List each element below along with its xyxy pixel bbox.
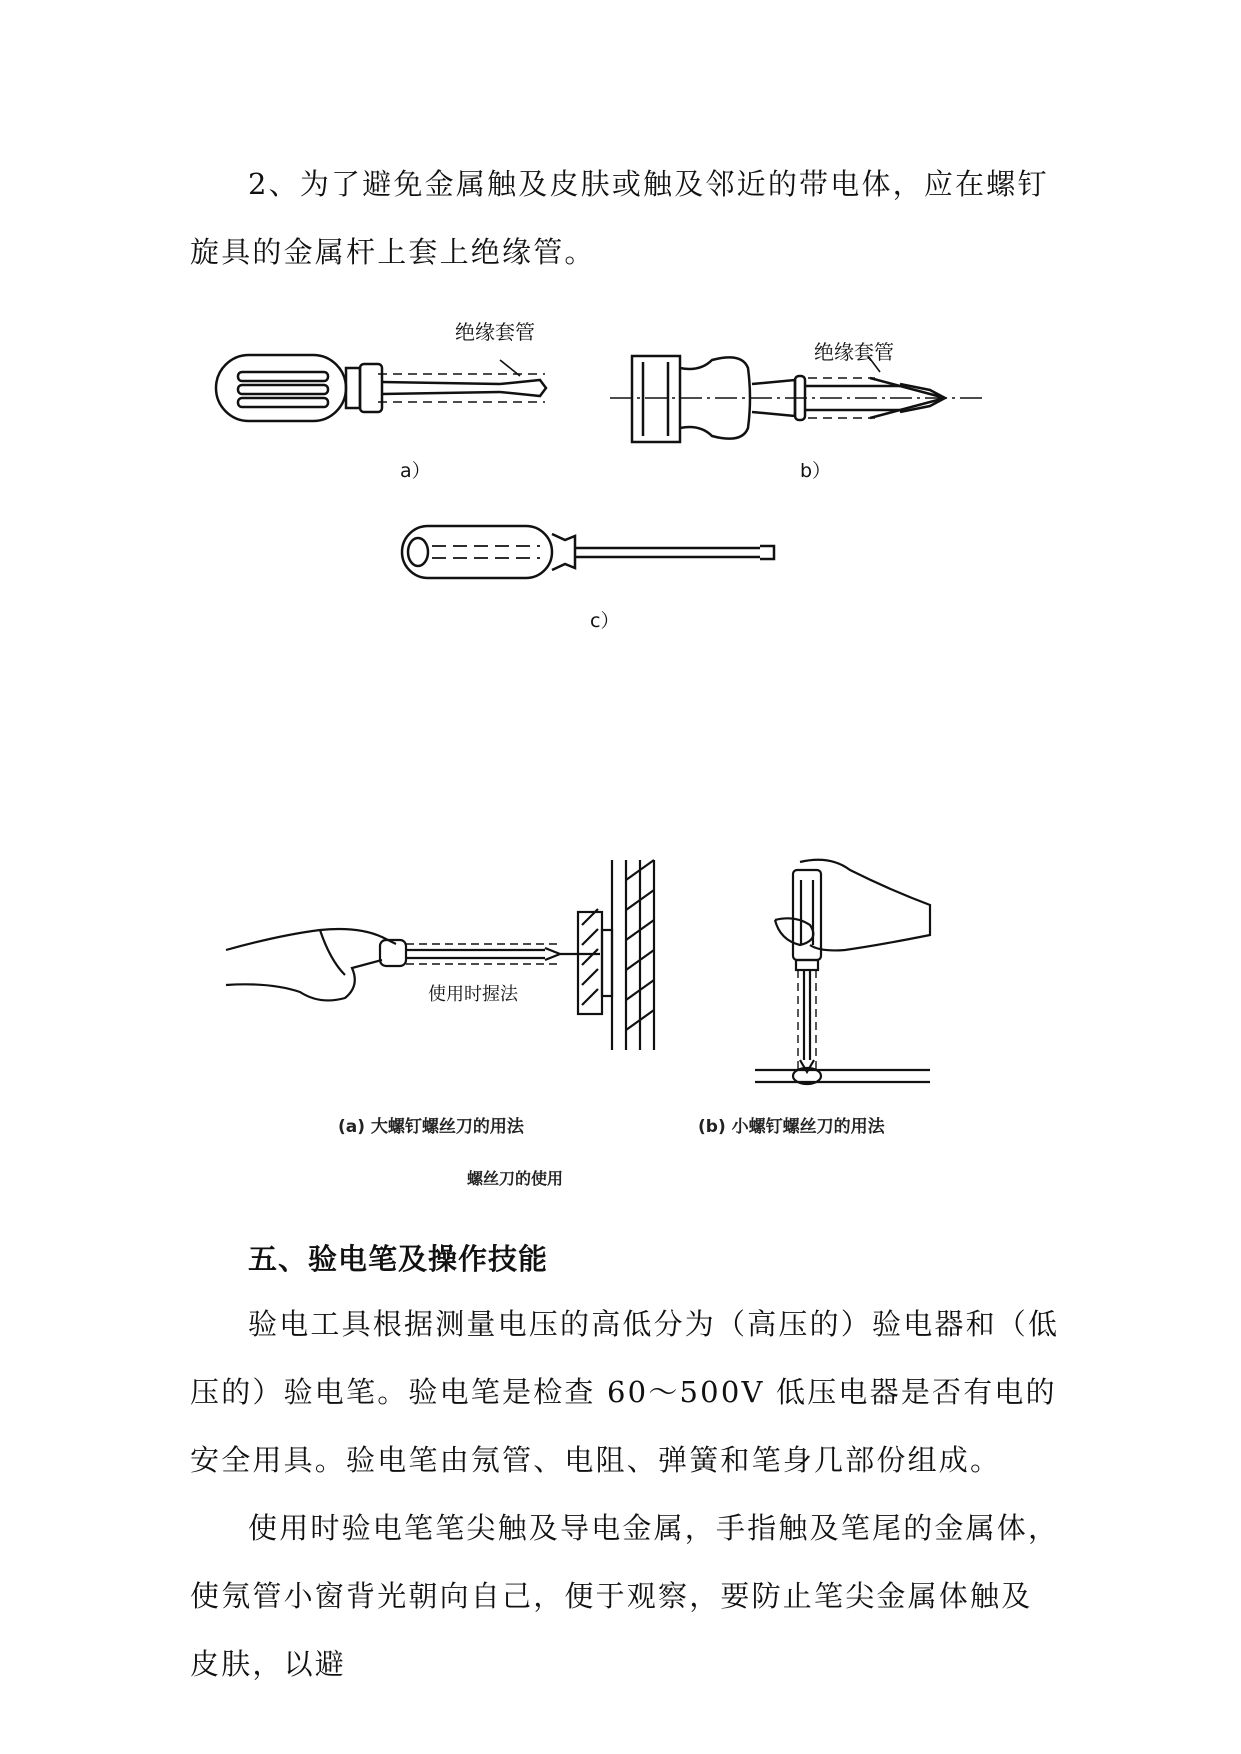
label-usage-grip: 使用时握法 (428, 984, 518, 1005)
paragraph-text: 2、为了避免金属触及皮肤或触及邻近的带电体，应在螺钉旋具的金属杆上套上绝缘管。 (190, 167, 1049, 269)
sub-caption-a: a） (400, 460, 431, 482)
sub-caption-c: c） (590, 610, 620, 632)
large-screwdriver-usage-drawing (226, 860, 654, 1050)
sub-caption-b: b） (800, 460, 832, 482)
paragraph-text: 使用时验电笔笔尖触及导电金属，手指触及笔尾的金属体，使氖管小窗背光朝向自己，便于观察，要防止笔尖金属体触及皮肤，以避 (190, 1511, 1060, 1681)
label-insulation-sleeve-a: 绝缘套管 (455, 320, 535, 344)
caption-large-screwdriver: (a) 大螺钉螺丝刀的用法 (338, 1117, 524, 1137)
paragraph-test-pen-usage (190, 1494, 1060, 1698)
section-heading: 五、验电笔及操作技能 (248, 1242, 549, 1276)
caption-small-screwdriver: (b) 小螺钉螺丝刀的用法 (698, 1117, 885, 1137)
paragraph-test-pen-intro (190, 1290, 1060, 1494)
paragraph-text: 验电工具根据测量电压的高低分为（高压的）验电器和（低压的）验电笔。验电笔是检查 60～500V 低压电器是否有电的安全用具。验电笔由氖管、电阻、弹簧和笔身几部份组成。 (190, 1307, 1060, 1477)
figure-title-screwdriver-usage: 螺丝刀的使用 (467, 1169, 564, 1188)
small-screwdriver-usage-drawing (755, 860, 930, 1084)
label-insulation-sleeve-b: 绝缘套管 (814, 340, 894, 364)
